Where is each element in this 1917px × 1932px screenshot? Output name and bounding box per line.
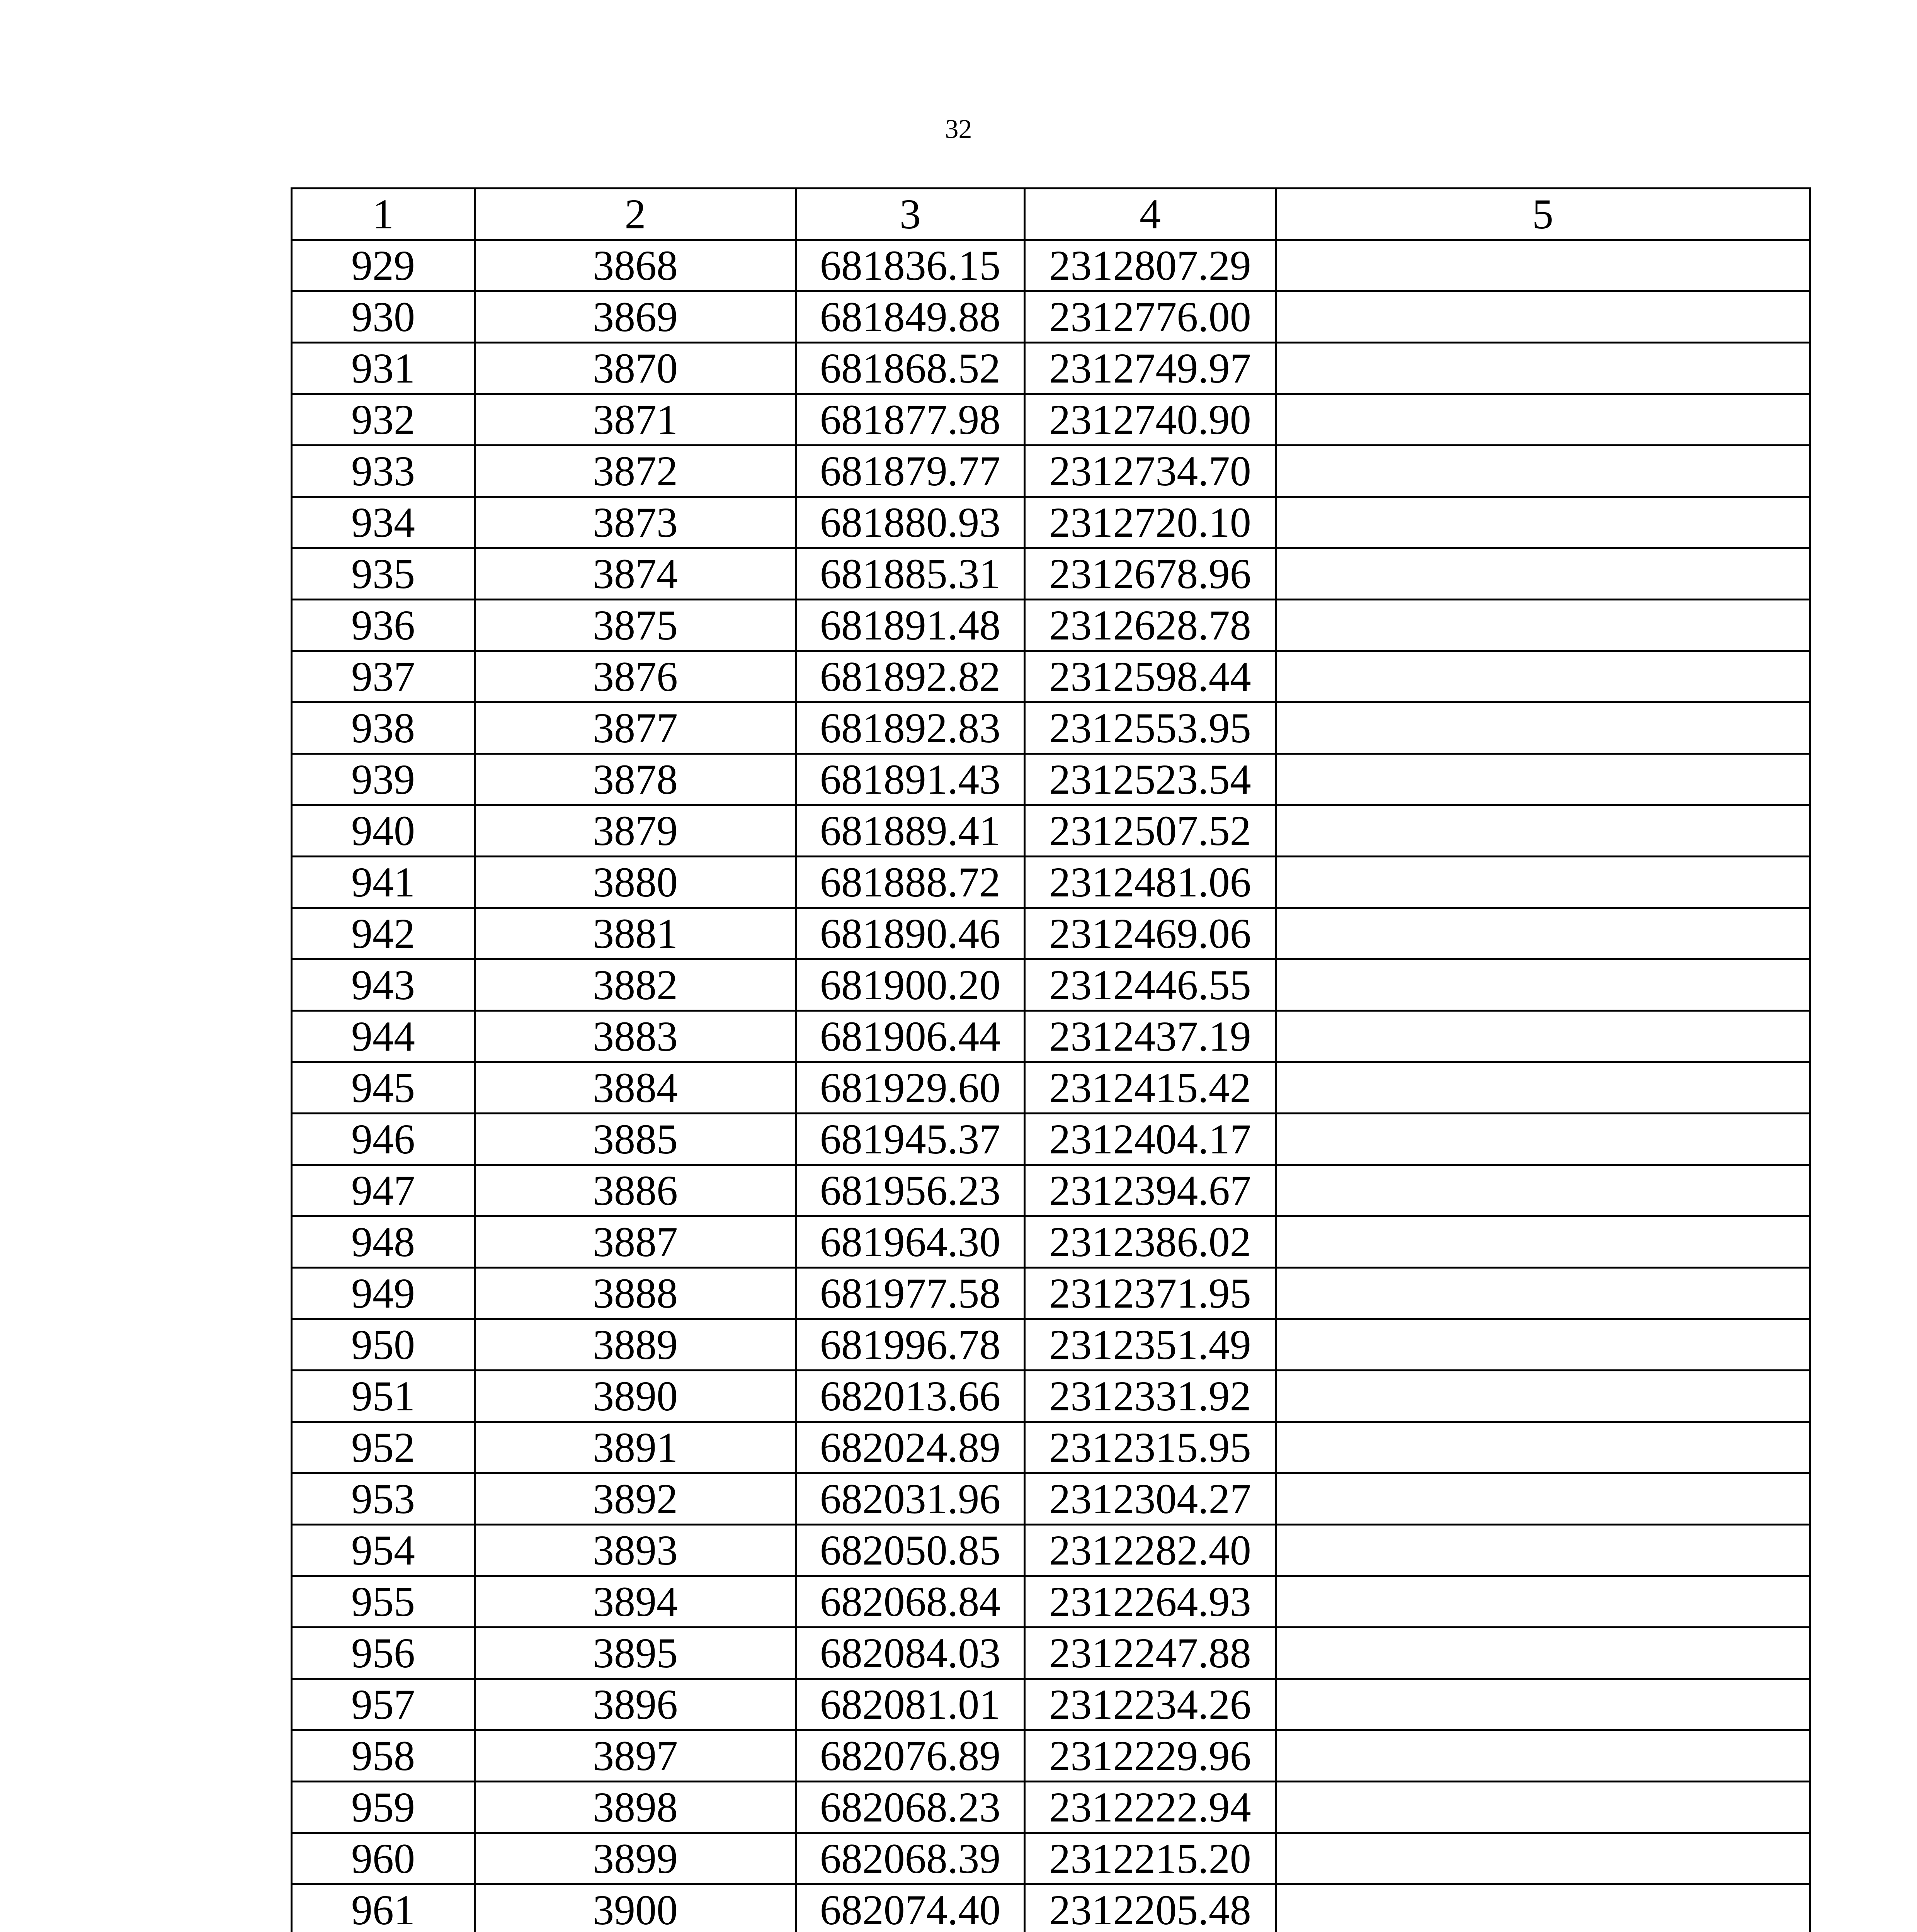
table-row — [292, 805, 1810, 857]
y-coordinate-cell: 2312553.95 — [1025, 702, 1276, 754]
table-row — [292, 1525, 1810, 1576]
x-coordinate-cell: 682068.84 — [796, 1576, 1025, 1628]
y-coordinate-cell: 2312351.49 — [1025, 1319, 1276, 1371]
table-row — [292, 1062, 1810, 1114]
point-number-cell: 3876 — [475, 651, 796, 702]
table-row — [292, 1422, 1810, 1473]
y-coordinate-cell: 2312386.02 — [1025, 1216, 1276, 1268]
row-number-cell: 936 — [292, 600, 475, 651]
table-row — [292, 1011, 1810, 1062]
table-row — [292, 291, 1810, 343]
y-coordinate-cell: 2312371.95 — [1025, 1268, 1276, 1319]
point-number-cell: 3871 — [475, 394, 796, 446]
point-number-cell: 3891 — [475, 1422, 796, 1473]
table-row — [292, 1679, 1810, 1730]
row-number-cell: 955 — [292, 1576, 475, 1628]
row-number-cell: 938 — [292, 702, 475, 754]
header-cell-1: 1 — [292, 189, 475, 240]
y-coordinate-cell: 2312205.48 — [1025, 1884, 1276, 1932]
y-coordinate-cell: 2312598.44 — [1025, 651, 1276, 702]
y-coordinate-cell: 2312734.70 — [1025, 446, 1276, 497]
y-coordinate-cell: 2312282.40 — [1025, 1525, 1276, 1576]
point-number-cell: 3878 — [475, 754, 796, 805]
table-row — [292, 1319, 1810, 1371]
y-coordinate-cell: 2312807.29 — [1025, 240, 1276, 291]
note-cell — [1276, 1165, 1810, 1216]
point-number-cell: 3900 — [475, 1884, 796, 1932]
note-cell — [1276, 1628, 1810, 1679]
note-cell — [1276, 1730, 1810, 1782]
x-coordinate-cell: 681849.88 — [796, 291, 1025, 343]
x-coordinate-cell: 681906.44 — [796, 1011, 1025, 1062]
row-number-cell: 956 — [292, 1628, 475, 1679]
note-cell — [1276, 1216, 1810, 1268]
y-coordinate-cell: 2312481.06 — [1025, 857, 1276, 908]
row-number-cell: 929 — [292, 240, 475, 291]
table-row — [292, 1473, 1810, 1525]
x-coordinate-cell: 681885.31 — [796, 548, 1025, 600]
note-cell — [1276, 805, 1810, 857]
page-number: 32 — [945, 114, 972, 144]
point-number-cell: 3868 — [475, 240, 796, 291]
note-cell — [1276, 1679, 1810, 1730]
point-number-cell: 3893 — [475, 1525, 796, 1576]
row-number-cell: 958 — [292, 1730, 475, 1782]
table-row — [292, 908, 1810, 959]
row-number-cell: 948 — [292, 1216, 475, 1268]
x-coordinate-cell: 681888.72 — [796, 857, 1025, 908]
row-number-cell: 930 — [292, 291, 475, 343]
x-coordinate-cell: 682074.40 — [796, 1884, 1025, 1932]
point-number-cell: 3873 — [475, 497, 796, 548]
note-cell — [1276, 240, 1810, 291]
x-coordinate-cell: 681836.15 — [796, 240, 1025, 291]
row-number-cell: 939 — [292, 754, 475, 805]
y-coordinate-cell: 2312304.27 — [1025, 1473, 1276, 1525]
y-coordinate-cell: 2312720.10 — [1025, 497, 1276, 548]
note-cell — [1276, 600, 1810, 651]
row-number-cell: 941 — [292, 857, 475, 908]
y-coordinate-cell: 2312264.93 — [1025, 1576, 1276, 1628]
note-cell — [1276, 1576, 1810, 1628]
table-body — [292, 189, 1810, 1932]
x-coordinate-cell: 681945.37 — [796, 1114, 1025, 1165]
y-coordinate-cell: 2312749.97 — [1025, 343, 1276, 394]
y-coordinate-cell: 2312437.19 — [1025, 1011, 1276, 1062]
note-cell — [1276, 1114, 1810, 1165]
row-number-cell: 931 — [292, 343, 475, 394]
row-number-cell: 961 — [292, 1884, 475, 1932]
point-number-cell: 3879 — [475, 805, 796, 857]
y-coordinate-cell: 2312315.95 — [1025, 1422, 1276, 1473]
header-cell-3: 3 — [796, 189, 1025, 240]
x-coordinate-cell: 682013.66 — [796, 1371, 1025, 1422]
row-number-cell: 935 — [292, 548, 475, 600]
point-number-cell: 3885 — [475, 1114, 796, 1165]
table-row — [292, 240, 1810, 291]
y-coordinate-cell: 2312523.54 — [1025, 754, 1276, 805]
table-row — [292, 497, 1810, 548]
row-number-cell: 950 — [292, 1319, 475, 1371]
coordinates-table — [291, 187, 1811, 1932]
y-coordinate-cell: 2312740.90 — [1025, 394, 1276, 446]
table-header-row — [292, 189, 1810, 240]
note-cell — [1276, 959, 1810, 1011]
x-coordinate-cell: 681891.48 — [796, 600, 1025, 651]
header-cell-5: 5 — [1276, 189, 1810, 240]
point-number-cell: 3880 — [475, 857, 796, 908]
point-number-cell: 3894 — [475, 1576, 796, 1628]
note-cell — [1276, 1268, 1810, 1319]
x-coordinate-cell: 681892.83 — [796, 702, 1025, 754]
row-number-cell: 932 — [292, 394, 475, 446]
x-coordinate-cell: 681929.60 — [796, 1062, 1025, 1114]
point-number-cell: 3892 — [475, 1473, 796, 1525]
note-cell — [1276, 497, 1810, 548]
note-cell — [1276, 1525, 1810, 1576]
note-cell — [1276, 702, 1810, 754]
table-row — [292, 1833, 1810, 1884]
row-number-cell: 946 — [292, 1114, 475, 1165]
table-row — [292, 600, 1810, 651]
x-coordinate-cell: 681977.58 — [796, 1268, 1025, 1319]
note-cell — [1276, 651, 1810, 702]
point-number-cell: 3881 — [475, 908, 796, 959]
point-number-cell: 3882 — [475, 959, 796, 1011]
x-coordinate-cell: 682024.89 — [796, 1422, 1025, 1473]
x-coordinate-cell: 681964.30 — [796, 1216, 1025, 1268]
table-row — [292, 857, 1810, 908]
note-cell — [1276, 1371, 1810, 1422]
table-row — [292, 1216, 1810, 1268]
note-cell — [1276, 1884, 1810, 1932]
x-coordinate-cell: 681879.77 — [796, 446, 1025, 497]
table-row — [292, 959, 1810, 1011]
point-number-cell: 3875 — [475, 600, 796, 651]
point-number-cell: 3884 — [475, 1062, 796, 1114]
row-number-cell: 933 — [292, 446, 475, 497]
point-number-cell: 3899 — [475, 1833, 796, 1884]
point-number-cell: 3887 — [475, 1216, 796, 1268]
x-coordinate-cell: 681956.23 — [796, 1165, 1025, 1216]
note-cell — [1276, 1833, 1810, 1884]
note-cell — [1276, 1782, 1810, 1833]
point-number-cell: 3877 — [475, 702, 796, 754]
table-row — [292, 1884, 1810, 1932]
x-coordinate-cell: 681892.82 — [796, 651, 1025, 702]
table-row — [292, 446, 1810, 497]
y-coordinate-cell: 2312678.96 — [1025, 548, 1276, 600]
x-coordinate-cell: 681889.41 — [796, 805, 1025, 857]
note-cell — [1276, 754, 1810, 805]
row-number-cell: 937 — [292, 651, 475, 702]
x-coordinate-cell: 681880.93 — [796, 497, 1025, 548]
note-cell — [1276, 1422, 1810, 1473]
header-cell-2: 2 — [475, 189, 796, 240]
x-coordinate-cell: 682081.01 — [796, 1679, 1025, 1730]
y-coordinate-cell: 2312331.92 — [1025, 1371, 1276, 1422]
y-coordinate-cell: 2312776.00 — [1025, 291, 1276, 343]
table-row — [292, 1268, 1810, 1319]
row-number-cell: 959 — [292, 1782, 475, 1833]
table-row — [292, 1730, 1810, 1782]
x-coordinate-cell: 681996.78 — [796, 1319, 1025, 1371]
x-coordinate-cell: 682068.23 — [796, 1782, 1025, 1833]
row-number-cell: 952 — [292, 1422, 475, 1473]
point-number-cell: 3898 — [475, 1782, 796, 1833]
point-number-cell: 3895 — [475, 1628, 796, 1679]
table-row — [292, 394, 1810, 446]
row-number-cell: 945 — [292, 1062, 475, 1114]
point-number-cell: 3888 — [475, 1268, 796, 1319]
row-number-cell: 942 — [292, 908, 475, 959]
note-cell — [1276, 394, 1810, 446]
point-number-cell: 3896 — [475, 1679, 796, 1730]
note-cell — [1276, 857, 1810, 908]
note-cell — [1276, 908, 1810, 959]
table-row — [292, 1576, 1810, 1628]
x-coordinate-cell: 681868.52 — [796, 343, 1025, 394]
row-number-cell: 934 — [292, 497, 475, 548]
note-cell — [1276, 1062, 1810, 1114]
row-number-cell: 943 — [292, 959, 475, 1011]
point-number-cell: 3870 — [475, 343, 796, 394]
y-coordinate-cell: 2312222.94 — [1025, 1782, 1276, 1833]
point-number-cell: 3886 — [475, 1165, 796, 1216]
x-coordinate-cell: 682050.85 — [796, 1525, 1025, 1576]
x-coordinate-cell: 682031.96 — [796, 1473, 1025, 1525]
table-row — [292, 651, 1810, 702]
point-number-cell: 3883 — [475, 1011, 796, 1062]
y-coordinate-cell: 2312229.96 — [1025, 1730, 1276, 1782]
row-number-cell: 940 — [292, 805, 475, 857]
point-number-cell: 3872 — [475, 446, 796, 497]
table-row — [292, 1782, 1810, 1833]
row-number-cell: 951 — [292, 1371, 475, 1422]
point-number-cell: 3890 — [475, 1371, 796, 1422]
x-coordinate-cell: 681891.43 — [796, 754, 1025, 805]
y-coordinate-cell: 2312469.06 — [1025, 908, 1276, 959]
table-row — [292, 1114, 1810, 1165]
y-coordinate-cell: 2312404.17 — [1025, 1114, 1276, 1165]
point-number-cell: 3869 — [475, 291, 796, 343]
x-coordinate-cell: 681900.20 — [796, 959, 1025, 1011]
y-coordinate-cell: 2312215.20 — [1025, 1833, 1276, 1884]
note-cell — [1276, 446, 1810, 497]
row-number-cell: 953 — [292, 1473, 475, 1525]
note-cell — [1276, 1011, 1810, 1062]
row-number-cell: 954 — [292, 1525, 475, 1576]
row-number-cell: 949 — [292, 1268, 475, 1319]
table-row — [292, 754, 1810, 805]
table-row — [292, 702, 1810, 754]
point-number-cell: 3889 — [475, 1319, 796, 1371]
y-coordinate-cell: 2312507.52 — [1025, 805, 1276, 857]
table-row — [292, 1371, 1810, 1422]
table-row — [292, 343, 1810, 394]
note-cell — [1276, 1473, 1810, 1525]
row-number-cell: 944 — [292, 1011, 475, 1062]
y-coordinate-cell: 2312247.88 — [1025, 1628, 1276, 1679]
y-coordinate-cell: 2312628.78 — [1025, 600, 1276, 651]
table-row — [292, 1165, 1810, 1216]
x-coordinate-cell: 681890.46 — [796, 908, 1025, 959]
x-coordinate-cell: 681877.98 — [796, 394, 1025, 446]
header-cell-4: 4 — [1025, 189, 1276, 240]
note-cell — [1276, 343, 1810, 394]
table-row — [292, 548, 1810, 600]
point-number-cell: 3897 — [475, 1730, 796, 1782]
note-cell — [1276, 548, 1810, 600]
row-number-cell: 957 — [292, 1679, 475, 1730]
point-number-cell: 3874 — [475, 548, 796, 600]
y-coordinate-cell: 2312394.67 — [1025, 1165, 1276, 1216]
y-coordinate-cell: 2312234.26 — [1025, 1679, 1276, 1730]
row-number-cell: 960 — [292, 1833, 475, 1884]
x-coordinate-cell: 682084.03 — [796, 1628, 1025, 1679]
row-number-cell: 947 — [292, 1165, 475, 1216]
table-row — [292, 1628, 1810, 1679]
y-coordinate-cell: 2312415.42 — [1025, 1062, 1276, 1114]
y-coordinate-cell: 2312446.55 — [1025, 959, 1276, 1011]
x-coordinate-cell: 682068.39 — [796, 1833, 1025, 1884]
x-coordinate-cell: 682076.89 — [796, 1730, 1025, 1782]
note-cell — [1276, 291, 1810, 343]
note-cell — [1276, 1319, 1810, 1371]
